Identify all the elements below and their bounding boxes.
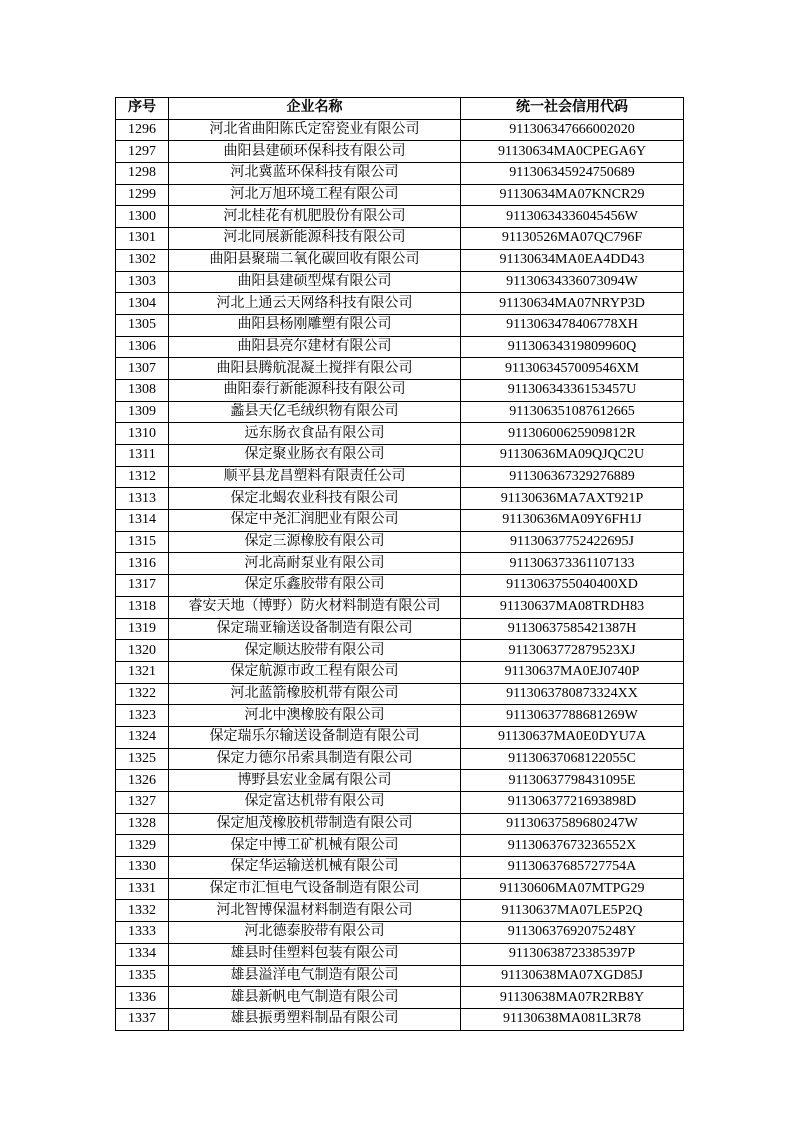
row-index-cell: 1327	[116, 792, 169, 814]
company-name-cell: 保定瑞乐尔输送设备制造有限公司	[169, 726, 461, 748]
table-row	[116, 314, 684, 336]
company-name-cell: 河北桂花有机肥股份有限公司	[169, 206, 461, 228]
credit-code-cell: 91130636MA09Y6FH1J	[461, 510, 684, 532]
row-index-cell: 1315	[116, 531, 169, 553]
company-name-cell: 河北智博保温材料制造有限公司	[169, 900, 461, 922]
table-row	[116, 379, 684, 401]
table-row	[116, 445, 684, 467]
company-name-cell: 保定聚业肠衣有限公司	[169, 445, 461, 467]
credit-code-cell: 91130637685727754A	[461, 857, 684, 879]
company-name-cell: 曲阳泰行新能源科技有限公司	[169, 379, 461, 401]
row-index-cell: 1309	[116, 401, 169, 423]
company-name-cell: 曲阳县杨刚雕塑有限公司	[169, 314, 461, 336]
credit-code-cell: 9113063780873324XX	[461, 683, 684, 705]
row-index-cell: 1301	[116, 228, 169, 250]
credit-code-cell: 9113063457009546XM	[461, 358, 684, 380]
credit-code-cell: 91130526MA07QC796F	[461, 228, 684, 250]
company-name-cell: 蠡县天亿毛绒织物有限公司	[169, 401, 461, 423]
table-header	[116, 98, 684, 120]
table-row	[116, 228, 684, 250]
table-row	[116, 878, 684, 900]
table-row	[116, 922, 684, 944]
row-index-cell: 1312	[116, 466, 169, 488]
company-name-cell: 远东肠衣食品有限公司	[169, 423, 461, 445]
credit-code-cell: 91130638MA07R2RB8Y	[461, 987, 684, 1009]
row-index-cell: 1298	[116, 163, 169, 185]
company-name-cell: 雄县溢洋电气制造有限公司	[169, 965, 461, 987]
company-name-cell: 河北高耐泵业有限公司	[169, 553, 461, 575]
company-name-cell: 顺平县龙昌塑料有限责任公司	[169, 466, 461, 488]
credit-code-cell: 91130634319809960Q	[461, 336, 684, 358]
company-name-cell: 曲阳县建硕环保科技有限公司	[169, 141, 461, 163]
credit-code-cell: 91130637692075248Y	[461, 922, 684, 944]
company-name-cell: 曲阳县聚瑞二氧化碳回收有限公司	[169, 249, 461, 271]
company-name-cell: 保定中博工矿机械有限公司	[169, 835, 461, 857]
credit-code-cell: 91130637788681269W	[461, 705, 684, 727]
credit-code-cell: 91130634336073094W	[461, 271, 684, 293]
credit-code-cell: 91130638723385397P	[461, 943, 684, 965]
company-name-cell: 保定旭茂橡胶机带制造有限公司	[169, 813, 461, 835]
company-name-cell: 雄县振勇塑料制品有限公司	[169, 1008, 461, 1030]
company-name-cell: 河北冀蓝环保科技有限公司	[169, 163, 461, 185]
table-row	[116, 705, 684, 727]
company-name-cell: 雄县新帆电气制造有限公司	[169, 987, 461, 1009]
col-header-credit-code: 统一社会信用代码	[461, 98, 684, 120]
table-row	[116, 575, 684, 597]
table-row	[116, 618, 684, 640]
row-index-cell: 1304	[116, 293, 169, 315]
table-row	[116, 553, 684, 575]
credit-code-cell: 91130638MA081L3R78	[461, 1008, 684, 1030]
row-index-cell: 1310	[116, 423, 169, 445]
table-body	[116, 119, 684, 1030]
credit-code-cell: 91130637068122055C	[461, 748, 684, 770]
company-name-cell: 睿安天地（博野）防火材料制造有限公司	[169, 596, 461, 618]
company-name-cell: 保定中尧汇润肥业有限公司	[169, 510, 461, 532]
credit-code-cell: 91130634MA07NRYP3D	[461, 293, 684, 315]
credit-code-cell: 91130637MA07LE5P2Q	[461, 900, 684, 922]
row-index-cell: 1318	[116, 596, 169, 618]
table-row	[116, 141, 684, 163]
table-row	[116, 1008, 684, 1030]
table-row	[116, 336, 684, 358]
company-name-cell: 保定力德尔吊索具制造有限公司	[169, 748, 461, 770]
credit-code-cell: 91130636MA7AXT921P	[461, 488, 684, 510]
company-name-cell: 保定市汇恒电气设备制造有限公司	[169, 878, 461, 900]
table-row	[116, 835, 684, 857]
table-row	[116, 119, 684, 141]
company-name-cell: 保定北蝎农业科技有限公司	[169, 488, 461, 510]
credit-code-cell: 9113063478406778XH	[461, 314, 684, 336]
company-name-cell: 保定华运输送机械有限公司	[169, 857, 461, 879]
credit-code-cell: 9113063755040400XD	[461, 575, 684, 597]
company-name-cell: 保定富达机带有限公司	[169, 792, 461, 814]
row-index-cell: 1308	[116, 379, 169, 401]
row-index-cell: 1334	[116, 943, 169, 965]
table-row	[116, 401, 684, 423]
table-row	[116, 358, 684, 380]
row-index-cell: 1313	[116, 488, 169, 510]
company-name-cell: 雄县时佳塑料包装有限公司	[169, 943, 461, 965]
credit-code-cell: 911306351087612665	[461, 401, 684, 423]
row-index-cell: 1314	[116, 510, 169, 532]
table-row	[116, 726, 684, 748]
row-index-cell: 1302	[116, 249, 169, 271]
row-index-cell: 1306	[116, 336, 169, 358]
row-index-cell: 1300	[116, 206, 169, 228]
credit-code-cell: 91130606MA07MTPG29	[461, 878, 684, 900]
row-index-cell: 1326	[116, 770, 169, 792]
table-row	[116, 683, 684, 705]
credit-code-cell: 91130637721693898D	[461, 792, 684, 814]
company-name-cell: 保定顺达胶带有限公司	[169, 640, 461, 662]
credit-code-cell: 91130637MA0EJ0740P	[461, 661, 684, 683]
company-name-cell: 曲阳县建硕型煤有限公司	[169, 271, 461, 293]
company-name-cell: 河北省曲阳陈氏定窑瓷业有限公司	[169, 119, 461, 141]
row-index-cell: 1323	[116, 705, 169, 727]
company-name-cell: 河北万旭环境工程有限公司	[169, 184, 461, 206]
row-index-cell: 1335	[116, 965, 169, 987]
credit-code-cell: 9113063772879523XJ	[461, 640, 684, 662]
table-row	[116, 857, 684, 879]
credit-code-cell: 91130634MA0CPEGA6Y	[461, 141, 684, 163]
row-index-cell: 1299	[116, 184, 169, 206]
row-index-cell: 1324	[116, 726, 169, 748]
table-row	[116, 466, 684, 488]
table-row	[116, 293, 684, 315]
credit-code-cell: 91130638MA07XGD85J	[461, 965, 684, 987]
table-row	[116, 510, 684, 532]
credit-code-cell: 911306345924750689	[461, 163, 684, 185]
table-row	[116, 531, 684, 553]
row-index-cell: 1297	[116, 141, 169, 163]
credit-code-cell: 911306373361107133	[461, 553, 684, 575]
table-row	[116, 271, 684, 293]
row-index-cell: 1320	[116, 640, 169, 662]
credit-code-cell: 91130637752422695J	[461, 531, 684, 553]
header-row	[116, 98, 684, 120]
row-index-cell: 1333	[116, 922, 169, 944]
company-name-cell: 河北德泰胶带有限公司	[169, 922, 461, 944]
credit-code-cell: 911306347666002020	[461, 119, 684, 141]
credit-code-cell: 911306367329276889	[461, 466, 684, 488]
row-index-cell: 1303	[116, 271, 169, 293]
company-name-cell: 保定航源市政工程有限公司	[169, 661, 461, 683]
table-row	[116, 423, 684, 445]
row-index-cell: 1317	[116, 575, 169, 597]
table-row	[116, 813, 684, 835]
row-index-cell: 1325	[116, 748, 169, 770]
row-index-cell: 1296	[116, 119, 169, 141]
credit-code-cell: 91130600625909812R	[461, 423, 684, 445]
row-index-cell: 1311	[116, 445, 169, 467]
table-row	[116, 748, 684, 770]
row-index-cell: 1322	[116, 683, 169, 705]
credit-code-cell: 91130637798431095E	[461, 770, 684, 792]
company-name-cell: 曲阳县腾航混凝土搅拌有限公司	[169, 358, 461, 380]
company-name-cell: 博野县宏业金属有限公司	[169, 770, 461, 792]
credit-code-cell: 91130634MA07KNCR29	[461, 184, 684, 206]
credit-code-cell: 91130637589680247W	[461, 813, 684, 835]
row-index-cell: 1321	[116, 661, 169, 683]
table-row	[116, 249, 684, 271]
company-name-cell: 河北中澳橡胶有限公司	[169, 705, 461, 727]
row-index-cell: 1337	[116, 1008, 169, 1030]
credit-code-cell: 91130637585421387H	[461, 618, 684, 640]
row-index-cell: 1307	[116, 358, 169, 380]
company-name-cell: 保定乐鑫胶带有限公司	[169, 575, 461, 597]
table-row	[116, 792, 684, 814]
table-row	[116, 640, 684, 662]
table-row	[116, 163, 684, 185]
col-header-index: 序号	[116, 98, 169, 120]
table-row	[116, 770, 684, 792]
table-row	[116, 206, 684, 228]
row-index-cell: 1328	[116, 813, 169, 835]
table-row	[116, 661, 684, 683]
credit-code-cell: 91130637673236552X	[461, 835, 684, 857]
row-index-cell: 1331	[116, 878, 169, 900]
company-name-cell: 河北蓝箭橡胶机带有限公司	[169, 683, 461, 705]
table-row	[116, 965, 684, 987]
col-header-company-name: 企业名称	[169, 98, 461, 120]
credit-code-cell: 91130636MA09QJQC2U	[461, 445, 684, 467]
row-index-cell: 1330	[116, 857, 169, 879]
credit-code-cell: 91130634336045456W	[461, 206, 684, 228]
row-index-cell: 1336	[116, 987, 169, 1009]
credit-code-cell: 91130634MA0EA4DD43	[461, 249, 684, 271]
table-row	[116, 943, 684, 965]
table-row	[116, 596, 684, 618]
row-index-cell: 1319	[116, 618, 169, 640]
company-name-cell: 保定三源橡胶有限公司	[169, 531, 461, 553]
row-index-cell: 1329	[116, 835, 169, 857]
company-name-cell: 河北上通云天网络科技有限公司	[169, 293, 461, 315]
credit-code-cell: 91130637MA08TRDH83	[461, 596, 684, 618]
company-name-cell: 河北同展新能源科技有限公司	[169, 228, 461, 250]
table-row	[116, 900, 684, 922]
company-name-cell: 保定瑞亚输送设备制造有限公司	[169, 618, 461, 640]
company-table	[115, 97, 684, 1031]
table-row	[116, 184, 684, 206]
table-row	[116, 488, 684, 510]
table-row	[116, 987, 684, 1009]
credit-code-cell: 91130637MA0E0DYU7A	[461, 726, 684, 748]
row-index-cell: 1316	[116, 553, 169, 575]
credit-code-cell: 91130634336153457U	[461, 379, 684, 401]
row-index-cell: 1332	[116, 900, 169, 922]
row-index-cell: 1305	[116, 314, 169, 336]
company-name-cell: 曲阳县亮尔建材有限公司	[169, 336, 461, 358]
